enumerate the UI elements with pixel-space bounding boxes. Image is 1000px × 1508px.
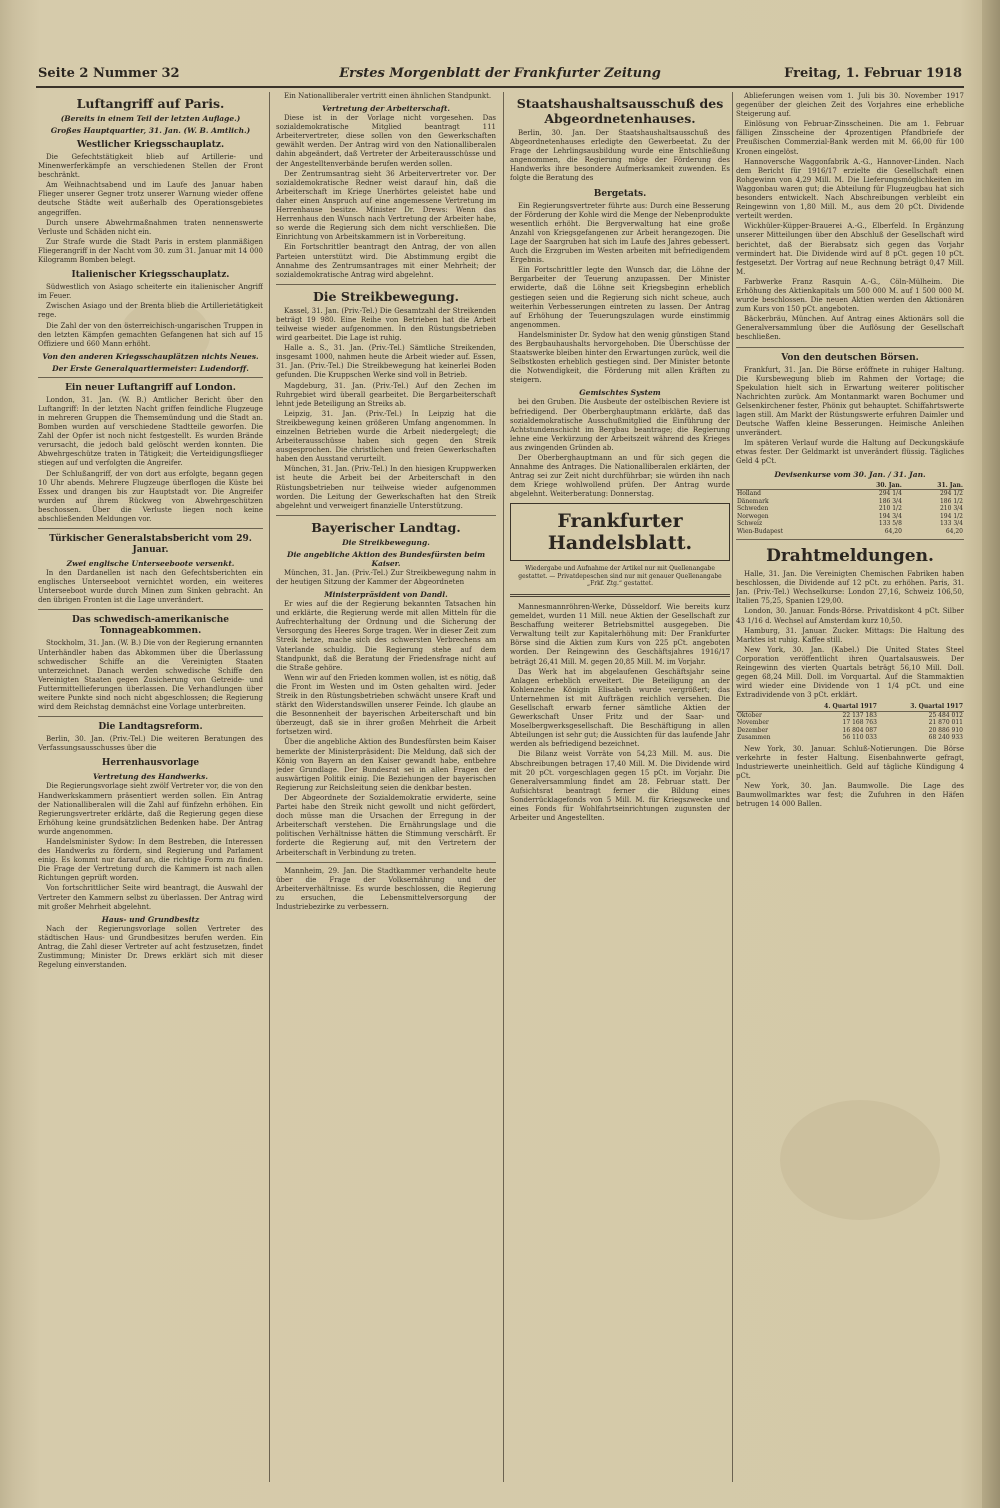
paragraph: Südwestlich von Asiago scheiterte ein italienischer Angriff im Feuer. — [38, 283, 263, 301]
newspaper-title: Erstes Morgenblatt der Frankfurter Zeitung — [339, 66, 661, 81]
column-4 — [736, 92, 964, 1482]
paragraph: New York, 30. Jan. Baumwolle. Die Lage des Baumwollmarktes war fest; die Zufuhren in den Häfen betrugen 14 000 Ballen. — [736, 782, 964, 809]
divider — [736, 539, 964, 540]
paragraph: Ein Fortschrittler legte den Wunsch dar, die Löhne der Bergarbeiter der Teuerung anzupassen. Der Minister erwiderte, daß die Löhne seit Kriegsbeginn erheblich gestiegen seien und die Regierung sich nicht scheue, auch weiterhin Verbesserungen eintreten zu lassen. Der Antrag auf Erhöhung der Teuerungszulagen wurde einstimmig angenommen. — [510, 266, 730, 329]
article-headline: Die Streikbewegung. — [312, 288, 460, 304]
section-masthead: Frankfurter Handelsblatt. — [547, 510, 693, 555]
paragraph: Halle, 31. Jan. Die Vereinigten Chemischen Fabriken haben beschlossen, die Dividende auf 12 pCt. zu erhöhen. Paris, 31. Jan. (Priv.-Tel.) Wechselkurse: London 27,16, Schweiz 106,50, Italien 75,25, Spanien 129,00. — [736, 570, 964, 606]
paragraph: Das Werk hat im abgelaufenen Geschäftsjahr seine Anlagen erheblich erweitert. Die Beteiligung an der Kohlenzeche Königin Elisabeth wurde vergrößert; das Unternehmen ist mit Aufträgen reichlich versehen. Die Gesellschaft erwarb ferner sämtliche Aktien der Gewerkschaft Unser Fritz und der Saar- und Moselbergwerksgesellschaft. Die Beschäftigung in allen Abteilungen ist sehr gut; die Aussichten für das laufende Jahr werden als befriedigend bezeichnet. — [510, 667, 730, 749]
column-rule — [732, 92, 733, 1482]
paragraph: London, 30. Januar. Fonds-Börse. Privatdiskont 4 pCt. Silber 43 1/16 d. Wechsel auf Amsterdam kurz 10,50. — [736, 607, 964, 625]
section-masthead-box — [510, 503, 730, 561]
table-cell: 210 3/4 — [939, 505, 963, 513]
paragraph: New York, 30. Jan. (Kabel.) Die United States Steel Corporation veröffentlicht ihren Quartalsausweis. Der Reingewinn des vierten Quartals beträgt 56,10 Mill. Doll. gegen 68,24 Mill. Doll. im Vorquartal. Auf die Stammaktien wird wieder eine Dividende von 1 1/4 pCt. und eine Extradividende von 3 pCt. erklärt. — [736, 645, 964, 700]
paragraph: Einlösung von Februar-Zinsscheinen. Die am 1. Februar fälligen Zinsscheine der 4prozentigen Pfandbriefe der Preußischen Commerzial-Bank werden mit M. 66,00 für 100 Kronen eingelöst. — [736, 120, 964, 156]
page-header — [36, 60, 964, 88]
column-1 — [38, 92, 263, 1482]
table-header-cell: 3. Quartal 1917 — [878, 703, 964, 711]
paragraph: Die Bilanz weist Vorräte von 54,23 Mill. M. aus. Die Abschreibungen betragen 17,40 Mill. M. Die Dividende wird mit 20 pCt. vorgeschlagen gegen 15 pCt. im Vorjahr. Die Generalversammlung findet am 28. Februar statt. Der Aufsichtsrat beantragt ferner die Bildung eines Sonderrücklagefonds von 5 Mill. M. für Kriegszwecke und eines Fonds für Wohlfahrtseinrichtungen zugunsten der Arbeiter und Angestellten. — [510, 750, 730, 823]
table-cell: 68 240 933 — [928, 734, 963, 742]
paragraph: New York, 30. Januar. Schluß-Notierungen. Die Börse verkehrte in fester Haltung. Eisenbahnwerte gefragt, Industriewerte uneinheitlich. Geld auf tägliche Kündigung 4 pCt. — [736, 744, 964, 781]
table-cell: 194 1/2 — [939, 512, 963, 520]
table-cell: Holland — [737, 490, 761, 498]
table-header-cell — [736, 482, 842, 490]
table-cell: Zusammen — [737, 734, 771, 742]
column-2 — [276, 92, 496, 1482]
paragraph: Diese ist in der Vorlage nicht vorgesehen. Das sozialdemokratische Mitglied beantragt 111 Arbeitervertreter, diese sollen von den Gewerkschaften gewählt werden. Der Antrag wird von den Nationalliberalen dahin abgeändert, daß Vertreter der Arbeiterausschüsse und der Angestelltenverbände berufen werden sollen. — [276, 114, 496, 168]
table-header-cell — [736, 703, 792, 711]
table-row — [736, 734, 964, 742]
paragraph: Mannesmannröhren-Werke, Düsseldorf. Wie bereits kurz gemeldet, wurden 11 Mill. neue Aktien der Gesellschaft zur Beschaffung weiterer Betriebsmittel ausgegeben. Die Verwaltung teilt zur Kapitalerhöhung mit: Der Frankfurter Börse sind die Aktien zum Kurs von 225 pCt. angeboten worden. Der Reingewinn des Geschäftsjahres 1916/17 beträgt 26,41 Mill. M. gegen 20,85 Mill. M. im Vorjahr. — [510, 602, 730, 666]
paragraph: Bäckerbräu, München. Auf Antrag eines Aktionärs soll die Generalversammlung über die Auflösung der Gesellschaft beschließen. — [736, 315, 964, 342]
table-cell: Schweden — [737, 505, 769, 513]
article-dateline: Großes Hauptquartier, 31. Jan. (W. B. Amtlich.) — [50, 126, 251, 135]
paragraph: Die Regierungsvorlage sieht zwölf Vertreter vor, die von den Handwerkskammern präsentiert werden sollen. Ein Antrag der Nationalliberalen will die Zahl auf fünfzehn erhöhen. Ein Regierungsvertreter erklärte, daß die Regierung gegen diese Erhöhung keine grundsätzlichen Bedenken habe. Der Antrag wurde angenommen. — [38, 782, 263, 836]
paragraph: Nach der Regierungsvorlage sollen Vertreter des städtischen Haus- und Grundbesitzes berufen werden. Ein Antrag, die Zahl dieser Vertreter auf acht festzusetzen, findet Zustimmung; Minister Dr. Drews erklärt sich mit dieser Regelung einverstanden. — [38, 924, 263, 970]
paragraph: Wickhüler-Küpper-Brauerei A.-G., Elberfeld. In Ergänzung unserer Mitteilungen über den Abschluß der Gesellschaft wird berichtet, daß der Bierabsatz sich gegen das Vorjahr vermindert hat. Die Dividende wird auf 8 pCt. gegen 10 pCt. festgesetzt. Der Vortrag auf neue Rechnung beträgt 0,47 Mill. M. — [736, 222, 964, 276]
table-cell: Schweiz — [737, 520, 763, 528]
paragraph: Halle a. S., 31. Jan. (Priv.-Tel.) Sämtliche Streikenden, insgesamt 1000, nahmen heute die Arbeit wieder auf. Essen, 31. Jan. (Priv.-Tel.) Die Streikbewegung hat keinerlei Boden gefunden. Die Kruppschen Werke sind voll in Betrieb. — [276, 344, 496, 380]
paragraph: Magdeburg, 31. Jan. (Priv.-Tel.) Auf den Zechen im Ruhrgebiet wird überall gearbeitet. Die Bergarbeiterschaft lehnt jede Beteiligung an Streiks ab. — [276, 381, 496, 408]
table-row — [736, 490, 964, 498]
table-row — [736, 520, 964, 528]
article-headline: Türkischer Generalstabsbericht vom 29. Januar. — [49, 534, 252, 556]
article-headline: Bayerischer Landtag. — [311, 519, 461, 535]
paragraph: München, 31. Jan. (Priv.-Tel.) In den hiesigen Kruppwerken ist heute die Arbeit bei der Arbeiterschaft in den Rüstungsbetrieben nur teilweise wieder aufgenommen worden. Die Leitung der Gewerkschaften hat den Streik abgelehnt und verweigert finanzielle Unterstützung. — [276, 465, 496, 510]
paragraph: London, 31. Jan. (W. B.) Amtlicher Bericht über den Luftangriff: In der letzten Nacht griffen feindliche Flugzeuge in mehreren Gruppen die Themsemündung und die Stadt an. Bomben wurden auf verschiedene Stadtteile geworfen. Die Zahl der Opfer ist noch nicht festgestellt. Es wurden Brände verursacht, die jedoch bald gelöscht werden konnten. Die Abwehrgeschütze traten in Tätigkeit; die Verteidigungsflieger stiegen auf und verfolgten die Angreifer. — [38, 395, 263, 468]
table-cell: Dänemark — [737, 497, 769, 505]
article-headline: Die Landtagsreform. — [98, 722, 203, 733]
article-subheading: Vertretung der Arbeiterschaft. — [321, 104, 451, 114]
paragraph: Der Zentrumsantrag sieht 36 Arbeitervertreter vor. Der sozialdemokratische Redner weist darauf hin, daß die Arbeiterschaft im Kriege Unerhörtes geleistet habe und daher einen Anspruch auf eine angemessene Vertretung im Herrenhause besitze. Minister Dr. Drews: Wenn das Herrenhaus den Wunsch nach Vertretung der Arbeiter habe, so werde die Regierung sich dem nicht verschließen. Die Einrichtung von Arbeitskammern ist in Vorbereitung. — [276, 169, 496, 242]
article-headline: Staatshaushaltsausschuß des Abgeordnetenhauses. — [516, 96, 724, 126]
paragraph: Die Gefechtstätigkeit blieb auf Artillerie- und Minenwerferkämpfe an verschiedenen Stellen der Front beschränkt. — [38, 153, 263, 180]
section-heading: Bergetats. — [593, 188, 647, 199]
adjacent-page-edge — [982, 0, 1000, 1508]
paragraph: Ablieferungen weisen vom 1. Juli bis 30. November 1917 gegenüber der gleichen Zeit des Vorjahres eine erhebliche Steigerung auf. — [736, 92, 964, 119]
table-row — [736, 528, 964, 536]
article-subheading: Haus- und Grundbesitz — [101, 914, 200, 924]
paragraph: Handelsminister Sydow: In dem Bestreben, die Interessen des Handwerks zu fördern, sind Regierung und Parlament einig. Es kommt nur darauf an, die richtige Form zu finden. Die Frage der Vertretung durch die Kammern ist nach allen Richtungen geprüft worden. — [38, 837, 263, 883]
masthead-note: Wiedergabe und Aufnahme der Artikel nur mit Quellenangabe gestattet. — Privatdepeschen sind nur mit genauer Quellenangabe „Frkf. Ztg.“ gestattet. — [518, 565, 722, 588]
divider — [510, 594, 730, 597]
table-row — [736, 513, 964, 521]
table-cell: 186 3/4 — [878, 497, 902, 505]
paragraph: Hannoversche Waggonfabrik A.-G., Hannover-Linden. Nach dem Bericht für 1916/17 erzielte die Gesellschaft einen Rohgewinn von 4,29 Mill. M. Die Lieferungsmöglichkeiten im Waggonbau waren gut; die Abteilung für Flugzeugbau hat sich besonders entwickelt. Nach Abschreibungen verbleibt ein Reingewinn von 1,80 Mill. M., aus dem 20 pCt. Dividende verteilt werden. — [736, 157, 964, 221]
article-note: Von den anderen Kriegsschauplätzen nichts Neues. — [42, 351, 259, 361]
column-rule — [269, 92, 270, 1482]
table-cell: 133 5/8 — [878, 520, 902, 528]
table-header-cell: 31. Jan. — [903, 482, 964, 490]
paragraph: Berlin, 30. Jan. Der Staatshaushaltsausschuß des Abgeordnetenhauses erledigte den Gewerbeetat. Zu der Frage der Lehrlingsausbildung wurde eine Entschließung angenommen, die Regierung möge der Förderung des Handwerks ihre besondere Aufmerksamkeit zuwenden. Es folgte die Beratung des — [510, 129, 730, 183]
divider — [38, 528, 263, 529]
table-cell: 64,20 — [945, 527, 963, 535]
paragraph: Am Weihnachtsabend und im Laufe des Januar haben Flieger unserer Gegner trotz unserer Warnung wieder offene deutsche Städte weit außerhalb des Operationsgebietes angegriffen. — [38, 181, 263, 217]
paragraph: Er wies auf die der Regierung bekannten Tatsachen hin und erklärte, die Regierung werde mit allen Mitteln für die Aufrechterhaltung der Ordnung und die Sicherung der Versorgung des Heeres Sorge tragen. Wer in dieser Zeit zum Streik hetze, mache sich des schwersten Verbrechens am Vaterlande schuldig. Die Regierung stehe auf dem Standpunkt, daß die Beratung der Friedensfrage nicht auf die Straße gehöre. — [276, 600, 496, 672]
paragraph: Durch unsere Abwehrmaßnahmen traten nennenswerte Verluste und Schäden nicht ein. — [38, 218, 263, 236]
table-cell: 294 1/4 — [878, 490, 902, 498]
paragraph: Handelsminister Dr. Sydow hat den wenig günstigen Stand des Bergbauhaushalts hervorgehoben. Die Überschüsse der Staatswerke bleiben hinter den Erwartungen zurück, weil die Selbstkosten erheblich gestiegen sind. Der Minister betonte die Notwendigkeit, die Förderung mit allen Kräften zu steigern. — [510, 330, 730, 385]
table-cell: Oktober — [737, 711, 762, 719]
earnings-table — [736, 703, 964, 742]
article-headline: Von den deutschen Börsen. — [781, 352, 919, 363]
page-number: Seite 2 Nummer 32 — [38, 66, 180, 81]
table-cell: 186 1/2 — [939, 497, 963, 505]
paragraph: Wenn wir auf den Frieden kommen wollen, ist es nötig, daß die Front im Westen und im Osten gehalten wird. Jeder Streik in den Rüstungsbetrieben schwächt unsere Kraft und stärkt den Widerstandswillen unserer Feinde. Ich glaube an die Besonnenheit der bayerischen Arbeiterschaft und bin überzeugt, daß sie in ihrer großen Mehrheit die Arbeit fortsetzen wird. — [276, 673, 496, 737]
article-subheading: Zwei englische Unterseeboote versenkt. — [66, 559, 235, 569]
section-heading: Italienischer Kriegsschauplatz. — [71, 270, 230, 281]
paragraph: Von fortschrittlicher Seite wird beantragt, die Auswahl der Vertreter den Kammern selbst zu überlassen. Der Antrag wird mit großer Mehrheit abgelehnt. — [38, 884, 263, 911]
paragraph: Ein Fortschrittler beantragt den Antrag, der von allen Parteien unterstützt wird. Die Abstimmung ergibt die Annahme des Zentrumsantrages mit einer Mehrheit; der sozialdemokratische Antrag wird abgelehnt. — [276, 243, 496, 279]
article-headline: Ein neuer Luftangriff auf London. — [65, 382, 236, 393]
article-headline: Das schwedisch-amerikanische Tonnageabkommen. — [71, 615, 230, 637]
divider — [38, 716, 263, 717]
table-cell: 25 484 012 — [928, 711, 963, 719]
article-headline: Drahtmeldungen. — [766, 546, 934, 567]
paragraph: Im späteren Verlauf wurde die Haltung auf Deckungskäufe etwas fester. Der Geldmarkt ist unverändert flüssig. Tägliches Geld 4 pCt. — [736, 439, 964, 466]
divider — [276, 862, 496, 863]
table-cell: November — [737, 719, 769, 727]
table-cell: 56 110 033 — [842, 734, 877, 742]
table-cell: 133 3/4 — [939, 520, 963, 528]
paragraph: Der Abgeordnete der Sozialdemokratie erwiderte, seine Partei habe den Streik nicht gewollt und nicht gefördert, doch müsse man die Ursachen der Erregung in der Arbeiterschaft verstehen. Die Ernährungslage und die politischen Verhältnisse hätten die Stimmung verschärft. Er forderte die Regierung auf, mit den Vertretern der Arbeiterschaft in Verbindung zu treten. — [276, 794, 496, 857]
paragraph: Ein Nationalliberaler vertritt einen ähnlichen Standpunkt. — [284, 92, 492, 100]
table-row — [736, 711, 964, 719]
paragraph: Zur Strafe wurde die Stadt Paris in erstem planmäßigen Fliegerangriff in der Nacht vom 30. zum 31. Januar mit 14 000 Kilogramm Bomben belegt. — [38, 237, 263, 265]
paragraph: Die Zahl der von den österreichisch-ungarischen Truppen in den letzten Kämpfen gemachten Gefangenen hat sich auf 15 Offiziere und 660 Mann erhöht. — [38, 321, 263, 348]
table-cell: 64,20 — [884, 527, 902, 535]
table-cell: 16 804 087 — [842, 726, 877, 734]
paragraph: bei den Gruben. Die Ausbeute der ostelbischen Reviere ist befriedigend. Der Oberberghauptmann erklärte, daß das sozialdemokratische Ausschußmitglied die Einführung der Achtstundenschicht im Bergbau beantrage; die Regierung lehne eine Verkürzung der Arbeitszeit während des Krieges aus zwingenden Gründen ab. — [510, 398, 730, 452]
table-cell: 21 870 011 — [928, 719, 963, 727]
paragraph: Berlin, 30. Jan. (Priv.-Tel.) Die weiteren Beratungen des Verfassungsausschusses über die — [38, 735, 263, 753]
table-row — [736, 498, 964, 506]
paragraph: München, 31. Jan. (Priv.-Tel.) Zur Streikbewegung nahm in der heutigen Sitzung der Kammer der Abgeordneten — [276, 568, 496, 586]
table-cell: 22 137 183 — [842, 711, 877, 719]
divider — [276, 284, 496, 285]
section-heading: Herrenhausvorlage — [101, 758, 200, 769]
paragraph: Ein Regierungsvertreter führte aus: Durch eine Besserung der Förderung der Kohle wird die Menge der Nebenprodukte wesentlich erhöht. Die Bergverwaltung hat eine große Anzahl von Kriegsgefangenen zur Arbeit herangezogen. Die Lage der Saargruben hat sich im Laufe des Jahres gebessert. Auch die Erzgruben im Westen arbeiten mit befriedigendem Ergebnis. — [510, 201, 730, 265]
article-subheading: Die angebliche Aktion des Bundesfürsten beim Kaiser. — [286, 549, 486, 568]
paragraph: Hamburg, 31. Januar. Zucker. Mittags: Die Haltung des Marktes ist ruhig. Kaffee still. — [736, 626, 964, 644]
divider — [736, 347, 964, 348]
article-headline: Luftangriff auf Paris. — [76, 96, 225, 111]
table-cell: Norwegen — [737, 512, 769, 520]
article-signature: Der Erste Generalquartiermeister: Ludendorff. — [52, 363, 249, 373]
table-cell: 20 886 910 — [928, 726, 963, 734]
table-header-cell: 4. Quartal 1917 — [792, 703, 878, 711]
table-header-cell: 30. Jan. — [842, 482, 903, 490]
table-caption: Devisenkurse vom 30. Jan. / 31. Jan. — [774, 469, 926, 479]
table-row — [736, 719, 964, 727]
article-subheading: Gemischtes System — [579, 388, 661, 398]
paragraph: Stockholm, 31. Jan. (W. B.) Die von der Regierung ernannten Unterhändler haben das Abkommen über die Überlassung schwedischer Schiffe an die Vereinigten Staaten unterzeichnet. Danach werden schwedische Schiffe den Vereinigten Staaten gegen Zusicherung von Getreide- und Futtermittellieferungen überlassen. Die Verhandlungen über weitere Punkte sind noch nicht abgeschlossen; die Regierung wird dem Reichstag demnächst eine Vorlage unterbreiten. — [38, 639, 263, 712]
paragraph: Farbwerke Franz Rasquin A.-G., Cöln-Mülheim. Die Erhöhung des Aktienkapitals um 500 000 M. auf 1 500 000 M. wurde beschlossen. Die neuen Aktien werden den Aktionären zum Kurs von 150 pCt. angeboten. — [736, 277, 964, 314]
paragraph: Mannheim, 29. Jan. Die Stadtkammer verhandelte heute über die Frage der Volksernährung und der Arbeiterverhältnisse. Es wurde beschlossen, die Regierung zu ersuchen, die Lebensmittelversorgung der Industriebezirke zu verbessern. — [276, 866, 496, 912]
article-subheading: Vertretung des Handwerks. — [93, 772, 208, 782]
article-subheading: Die Streikbewegung. — [342, 537, 430, 547]
table-cell: 17 168 763 — [842, 719, 877, 727]
article-note: (Bereits in einem Teil der letzten Auflage.) — [60, 114, 241, 123]
article-subheading: Ministerpräsident von Dandl. — [324, 590, 448, 600]
table-cell: 294 1/2 — [939, 490, 963, 498]
paragraph: In den Dardanellen ist nach den Gefechtsberichten ein englisches Unterseeboot vernichtet worden, ein weiteres Unterseeboot wurde durch Minen zum Sinken gebracht. An den übrigen Fronten ist die Lage unverändert. — [38, 569, 263, 605]
paragraph: Der Oberberghauptmann an und für sich gegen die Annahme des Antrages. Die Nationalliberalen erklärten, der Antrag sei zur Zeit nicht durchführbar; sie würden ihn nach dem Kriege wohlwollend prüfen. Der Antrag wurde abgelehnt. Weiterberatung: Donnerstag. — [510, 454, 730, 499]
divider — [276, 515, 496, 516]
table-row — [736, 727, 964, 735]
paragraph: Leipzig, 31. Jan. (Priv.-Tel.) In Leipzig hat die Streikbewegung keinen größeren Umfang angenommen. In einzelnen Betrieben wurde die Arbeit niedergelegt; die Arbeiterausschüsse haben sich gegen den Streik ausgesprochen. Die christlichen und freien Gewerkschaften haben den Ausstand verurteilt. — [276, 409, 496, 464]
column-rule — [503, 92, 504, 1482]
table-cell: 194 3/4 — [878, 512, 902, 520]
paragraph: Der Schlußangriff, der von dort aus erfolgte, begann gegen 10 Uhr abends. Mehrere Flugzeuge überflogen die Küste bei Essex und drangen bis zur Hauptstadt vor. Die Angreifer wurden auf ihrem Rückweg von Abwehrgeschützen beschossen. Über die Verluste liegen noch keine abschließenden Meldungen vor. — [38, 469, 263, 523]
paragraph: Kassel, 31. Jan. (Priv.-Tel.) Die Gesamtzahl der Streikenden beträgt 19 980. Eine Reihe von Betrieben hat die Arbeit teilweise wieder aufgenommen. In den Rüstungsbetrieben wird gearbeitet. Die Lage ist ruhig. — [276, 306, 496, 343]
paragraph: Frankfurt, 31. Jan. Die Börse eröffnete in ruhiger Haltung. Die Kursbewegung blieb im Rahmen der Vortage; die Spekulation hielt sich in Erwartung weiterer politischer Nachrichten zurück. Am Montanmarkt waren Bochumer und Gelsenkirchener fester, Phönix gut behauptet. Schiffahrtswerte lagen still. Am Markt der Rüstungswerte erfuhren Daimler und Deutsche Waffen kleine Besserungen. Heimische Anleihen unverändert. — [736, 365, 964, 438]
column-3 — [510, 92, 730, 1482]
table-row — [736, 505, 964, 513]
divider — [38, 377, 263, 378]
paragraph: Zwischen Asiago und der Brenta blieb die Artillerietätigkeit rege. — [38, 302, 263, 320]
divider — [38, 609, 263, 610]
issue-date: Freitag, 1. Februar 1918 — [784, 66, 962, 81]
table-cell: Wien-Budapest — [737, 527, 783, 535]
exchange-rate-table — [736, 482, 964, 536]
section-heading: Westlicher Kriegsschauplatz. — [76, 140, 225, 150]
table-cell: Dezember — [737, 726, 769, 734]
table-cell: 210 1/2 — [878, 505, 902, 513]
paragraph: Über die angebliche Aktion des Bundesfürsten beim Kaiser bemerkte der Ministerpräsident: Die Meldung, daß sich der König von Bayern an den Kaiser gewandt habe, entbehre jeder Grundlage. Der Bundesrat sei in allen Fragen der auswärtigen Politik einig. Die Beziehungen der bayerischen Regierung zur Reichsleitung seien die denkbar besten. — [276, 738, 496, 792]
